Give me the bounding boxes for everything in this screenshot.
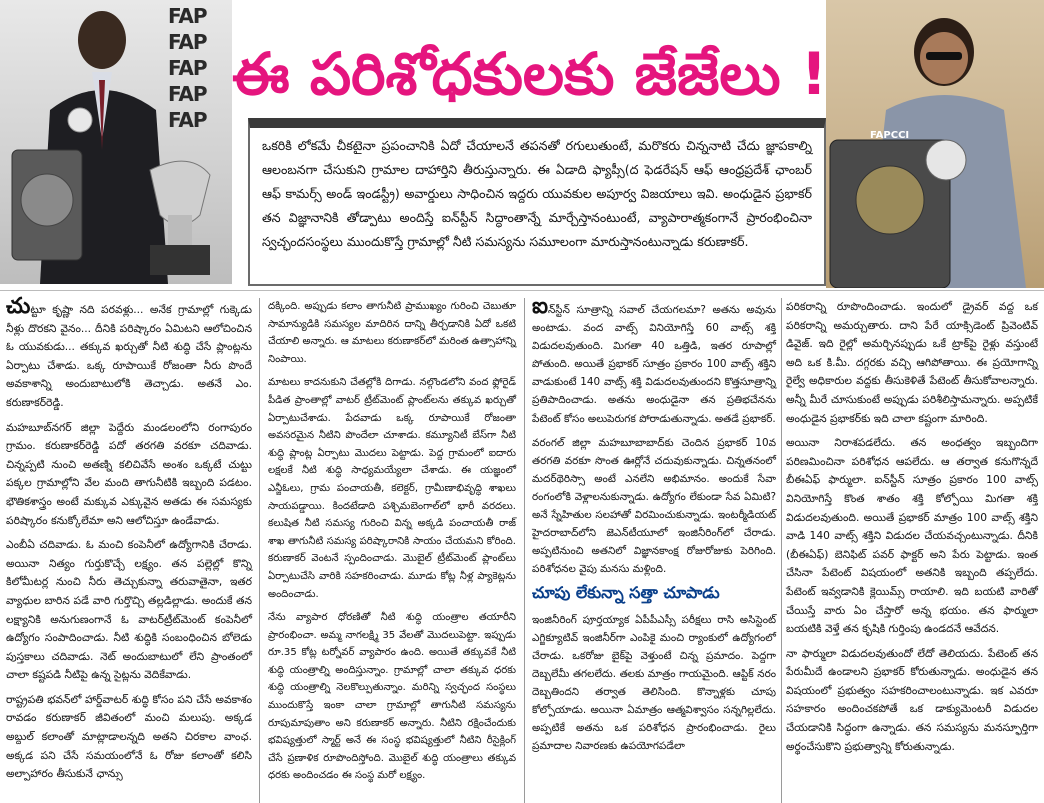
article-column-3: [532, 294, 776, 761]
dropcap: ఐ: [532, 294, 548, 319]
paragraph: మాటలు కాదనుకుని చేతల్లోకి దిగాడు. నల్గొండలోని వంద ఫ్లోరైడ్ పీడిత ప్రాంతాల్లో వాటర్ ట్రీట్‌మెంట్ ప్లాంట్‌లను తక్కువ ఖర్చుతో ఏర్పాటుచేశాడు. పేదవాడు ఒక్క రూపాయికే రోజంతా అవసరమైన నీటిని పొందేలా చూశాడు. కమ్యూనిటీ బేస్‌గా నీటి శుద్ధి ప్లాంట్ల ఏర్పాటు మొదలు పెట్టాడు. పెద్ద గ్రామంలో ఐదారు లక్షలకే నీటి శుద్ధి సాధ్యమయ్యేలా చేశాడు. ఈ యజ్ఞంలో ఎన్జీఓలు, గ్రామ పంచాయతీ, కలెక్టర్, గ్రామీణాభివృద్ధి శాఖలు సాయపడ్డాయి. కిందటేడాది పశ్చిమబెంగాల్‌లో భారీ వరదలు. కలుషిత నీటి సమస్య గురించి విన్న అక్కడి పంచాయతీ రాజ్ శాఖ తాగునీటి సమస్య పరిష్కారానికి సాయం చేయమని కోరింది. కరుణాకర్ వెంటనే స్పందించాడు. మొబైల్ ట్రీట్‌మెంట్ ప్లాంట్‌లు ఏర్పాటుచేసి వారికి సహకరించాడు. మూడు కోట్ల నీళ్ల ప్యాకెట్లను అందించాడు.: [268, 377, 516, 600]
fap-logo-3: FAP: [168, 56, 207, 80]
paragraph: మహబూబ్‌నగర్ జిల్లా పెద్దేరు మండలంలోని రంగాపురం గ్రామం. కరుణాకర్‌రెడ్డి పదో తరగతి వరకూ చదివాడు. చిన్నప్పటి నుంచి అతణ్ని కలిచివేసే అంశం ఒక్కటే చుట్టు పక్కల గ్రామాల్లోని వేల మంది తాగునీటికి ఇబ్బంది పడటం. భౌతికశాస్త్రం అంటే మక్కువ ఎక్కువైన అతడు ఈ సమస్యకు పరిష్కారం కనుక్కోలేమా అని ఆలోచిస్తూ ఉండేవాడు.: [6, 420, 252, 527]
page-headline: ఈ పరిశోధకులకు జేజేలు !: [232, 40, 828, 108]
column-divider-3: [781, 298, 782, 803]
column-divider-1: [259, 298, 260, 803]
paragraph: [6, 294, 252, 413]
intro-box: ఒకరికి లోకమే చీకటైనా ప్రపంచానికి ఏదో చేయాలనే తపనతో రగులుతుంటే, మరొకరు చిన్ననాటి చేదు జ్ఞాపకాల్ని ఆలంబనగా చేసుకుని గ్రామాల దాహార్తిని తీరుస్తున్నారు. ఈ ఏడాది ఫ్యాప్సీ(ద ఫెడరేషన్ ఆఫ్ ఆంధ్రప్రదేశ్ ఛాంబర్ ఆఫ్ కామర్స్ అండ్ ఇండస్ట్రీ) అవార్డులు సాధించిన ఇద్దరు యువకుల అపూర్వ విజయాలు ఇవి. అంధుడైన ప్రభాకర్ తన విజ్ఞానానికి తోడ్పాటు అందిస్తే ఐన్‌స్టీన్ సిద్ధాంతాన్నే మార్చేస్తానంటుంటే, వ్యాపారాత్మకంగానే ప్రారంభించినా స్వచ్ఛందసంస్థలు ముందుకొస్తే గ్రామాల్లో నీటి సమస్యను సమూలంగా మారుస్తానంటున్నాడు కరుణాకర్.: [248, 118, 826, 286]
paragraph-text: న్‌స్టీన్ సూత్రాన్ని సవాల్ చేయగలమా? అతను అవును అంటాడు. వంద వాట్స్ వినియోగిస్తే 60 వాట్స్ శక్తి విడుదలవుతుంది. మిగతా 40 ఒత్తిడి, ఇతర రూపాల్లో పోతుంది. అయితే ప్రభాకర్ సూత్రం ప్రకారం 100 వాట్స్ శక్తిని వాడుకుంటే 140 వాట్స్ శక్తి విడుదలవుతుందని కొత్తసూత్రాన్ని ప్రతిపాదించాడు. అతను అంధుడైనా తన ప్రతిభచేనను పేటెంట్ కోసం అలుపెరుగక పోరాడుతున్నాడు. అతడే ప్రభాకర్.: [532, 304, 776, 425]
article-column-4: [786, 298, 1038, 762]
dropcap: చు: [6, 294, 31, 319]
article-column-2: [268, 298, 516, 791]
paragraph: ఎంబీఏ చదివాడు. ఓ మంచి కంపెనీలో ఉద్యోగానికి చేరాడు. అయినా నిత్యం గుర్తుకొచ్చే లక్ష్యం. తన పల్లెల్లో కొన్ని కిలోమీటర్ల నుంచి నీరు తెచ్చుకున్నా తరువాతైనా, ఇతర వ్యాధుల బారిన పడే వారి గుర్తొచ్చి తల్లడిల్లాడు. అందుకే తన లక్ష్యానికి అనుగుణంగానే ఓ వాటర్‌ట్రీట్‌మెంట్ కంపెనీలో ఉద్యోగం సంపాదించాడు. నీటి శుద్ధికి సంబంధించిన బోలెడు పుస్తకాలు చదివాడు. నెట్ అందుబాటులో లేని ప్రాంతంలో చాలా కష్టపడి నీటిపై ఉన్న సైట్లను వెదికేవాడు.: [6, 538, 252, 682]
fap-logo-5: FAP: [168, 108, 207, 132]
paragraph: పరికరాన్ని రూపొందించాడు. ఇందులో డ్రైవర్ వద్ద ఒక పరికరాన్ని అమర్చుతారు. దాని పేరే యాక్సిడెంట్ ప్రివెంటివ్ డివైజ్. ఇది రైల్లో అమర్చినప్పుడు ఒకే ట్రాక్‌పై రైళ్లు వస్తుంటే అది ఒక కి.మీ. దగ్గరకు వచ్చి ఆగిపోతాయి. ఈ ప్రయోగాన్ని రైల్వే అధికారుల వద్దకు తీసుకెళితే పేటెంట్ తీసుకోవాలన్నారు. అన్నీ మీరే చూసుకుంటే అప్పుడు పరిశీలిస్తామన్నారు. అప్పటికే అంధుడైన ప్రభాకర్‌కు ఇది చాలా కష్టంగా మారింది.: [786, 300, 1038, 425]
photo-prabhakar: [826, 0, 1044, 288]
person-with-trophy-graphic: [0, 0, 232, 284]
paragraph: నేను వ్యాపార ధోరణితో నీటి శుద్ధి యంత్రాల తయారీని ప్రారంభించా. అమ్మ నాగలక్ష్మి 35 వేలతో మొదలుపెట్టా. ఇప్పుడు రూ.35 కోట్ల టర్నోవర్ వ్యాపారం ఉంది. అయితే తక్కువకే నీటి శుద్ధి యంత్రాల్ని అందిస్తున్నాం. గ్రామాల్లో చాలా తక్కువ ధరకు శుద్ధి యంత్రాల్ని నెలకొల్పుతున్నాం. మరిన్ని స్వచ్ఛంద సంస్థలు ముందుకొస్తే ఇంకా చాలా గ్రామాల్లో తాగునీటి సమస్యను రూపుమాపుతాం అని కరుణాకర్ అన్నారు. నీటిని రక్షించేందుకు భవిష్యత్తులో స్మార్ట్ అనే ఈ సంస్థ భవిష్యత్తులో నీటిని రీసైక్లింగ్ చేసే ప్రణాళిక రూపొందిస్తోంది. మొబైల్ శుద్ధి యంత్రాలు తక్కువ ధరకు అందించడం ఈ సంస్థ మరో లక్ష్యం.: [268, 612, 516, 782]
paragraph: అయినా నిరాశపడలేదు. తన అంధత్వం ఇబ్బందిగా పరిణమించినా పరిశోధన ఆపలేదు. ఆ తర్వాత కనుగొన్నదే బీఈఏఫ్ ఫార్ములా. ఐన్‌స్టీన్ సూత్రం ప్రకారం 100 వాట్స్ వినియోగిస్తే కొంత శాతం శక్తి కోల్పోయి మిగతా శక్తి విడుదలవుతుంది. అయితే ప్రభాకర్ మాత్రం 100 వాట్స్ శక్తిని వాడి 140 వాట్స్ శక్తిని విడుదల చేయవచ్చంటున్నాడు. దీనికి (బీఈఏఫ్) బెనిఫిట్ పవర్ ఫాక్టర్ అని పేరు పెట్టాడు. ఇంత చేసినా పేటెంట్ విషయంలో అతనికి ఇబ్బంది తప్పలేదు. పేటెంట్ ఇవ్వడానికి క్లెయిమ్స్ రాయాలి. ఇది బయటి వారితో చేయిస్తే వారు ఏం చేస్తారో అన్న భయం. తన ఫార్ములా బయటికి వెళ్తే తన కృషికి గుర్తింపు ఉండదనే ఆవేదన.: [786, 436, 1038, 636]
section-divider: [0, 290, 1044, 291]
paragraph: ఇంజినీరింగ్ పూర్తయ్యాక ఏపీపీఎస్సీ పరీక్షలు రాసి అసిస్టెంట్ ఎగ్జిక్యూటివ్ ఇంజినీర్‌గా ఎంపికై మంచి ర్యాంకులో ఉద్యోగంలో చేరాడు. ఒకరోజు బైక్‌పై వెళ్తుంటే చిన్న ప్రమాదం. పెద్దగా దెబ్బలేమీ తగలలేదు. తలకు మాత్రం గాయమైంది. ఆప్టిక్ నరం దెబ్బతిందని తర్వాత తెలిసింది. కొన్నాళ్లకు చూపు కోల్పోయాడు. అయినా ఏమాత్రం ఆత్మవిశ్వాసం సన్నగిల్లలేదు. అప్పటికే అతను ఒక పరిశోధన ప్రారంభించాడు. రైలు ప్రమాదాల నివారణకు ఉపయోగపడేలా: [532, 613, 776, 753]
paragraph: దక్కింది. అప్పుడు కలాం తాగునీటి ప్రాముఖ్యం గురించి చెబుతూ సామాన్యుడికి సమస్యల మాదిరిన దాన్ని తీర్చడానికి ఏదో ఒకటి చేయాలి అన్నారు. ఆ మాటలు కరుణాకర్‌లో మరింత ఉత్సాహాన్ని నింపాయి.: [268, 301, 516, 365]
headline-container: [232, 24, 826, 124]
paragraph: నా ఫార్ములా విడుదలవుతుందో లేదో తెలియదు. పేటెంట్ తన పేరుమీదే ఉండాలని ప్రభాకర్ కోరుతున్నాడు. అంధుడైన తన విషయంలో ప్రభుత్వం సహకరించాలంటున్నాడు. ఇక ఎవరూ సహకారం అందించకపోతే ఒక డాక్యుమెంటరీ విడుదల చేయడానికి సిద్ధంగా ఉన్నాడు. తన సమస్యను మనస్ఫూర్తిగా అర్థంచేసుకొని ప్రభుత్వాన్ని కోరుతున్నాడు.: [786, 646, 1038, 753]
photo-karunakar: [0, 0, 232, 284]
person-with-award-graphic: [826, 0, 1044, 288]
fap-logo-2: FAP: [168, 30, 207, 54]
fapcci-label: FAPCCI: [870, 130, 910, 141]
paragraph-text: ట్టూ కృష్ణా నది పరవళ్లు... అనేక గ్రామాల్లో గుక్కెడు నీళ్లు దొరకని వైనం... దీనికి పరిష్కారం ఏమిటని ఆలోచించిన ఓ యువకుడు... తక్కువ ఖర్చుతో నీటి శుద్ధి చేసే ప్లాంట్లను ఏర్పాటు చేశాడు. ఒక్క రూపాయికే రోజంతా నీరు పొందే అవకాశాన్ని అందుబాటులోకి తెచ్చాడు. అతనే ఎం. కరుణాకర్‌రెడ్డి.: [6, 303, 252, 409]
fap-logo-1: FAP: [168, 4, 207, 28]
paragraph: వరంగల్ జిల్లా మహబూబాబాద్‌కు చెందిన ప్రభాకర్ 10వ తరగతి వరకూ సొంత ఊర్లోనే చదువుకున్నాడు. చిన్నతనంలో మదర్‌థెరిస్సా అంటే ఎనలేని అభిమానం. అందుకే సేవా రంగంలోకి వెళ్లాలనుకున్నాడు. ఉద్యోగం లేకుండా సేవ ఏమిటి? అనే స్నేహితుల సలహాతో విరమించుకున్నాడు. ఇంటర్మీడియట్ హైదరాబాద్‌లోని జెఎన్‌టీయూలో ఇంజినీరింగ్‌లో చేరాడు. అప్పటినుంచి అతనిలో విజ్ఞానకాంక్ష రోజురోజుకు పెరిగింది. పరిశోధనల వైపు మనసు మళ్లింది.: [532, 436, 776, 576]
subheading: చూపు లేకున్నా సత్తా చూపాడు: [532, 583, 720, 603]
paragraph: రాష్ట్రపతి భవన్‌లో హార్డ్‌వాటర్ శుద్ధి కోసం పని చేసే అవకాశం రావడం కరుణాకర్ జీవితంలో మంచి మలుపు. అక్కడ అబ్దుల్ కలాంతో మాట్లాడాలన్నది అతని చిరకాల వాంఛ. అక్కడ పని చేసే సమయంలోనే ఓ రోజు కలాంతో కలిసి అల్పాహారం తీసుకునే ఛాన్సు: [6, 692, 252, 781]
column-divider-2: [524, 298, 525, 803]
paragraph: [532, 294, 776, 428]
article-column-1: [6, 294, 252, 790]
fap-logo-4: FAP: [168, 82, 207, 106]
